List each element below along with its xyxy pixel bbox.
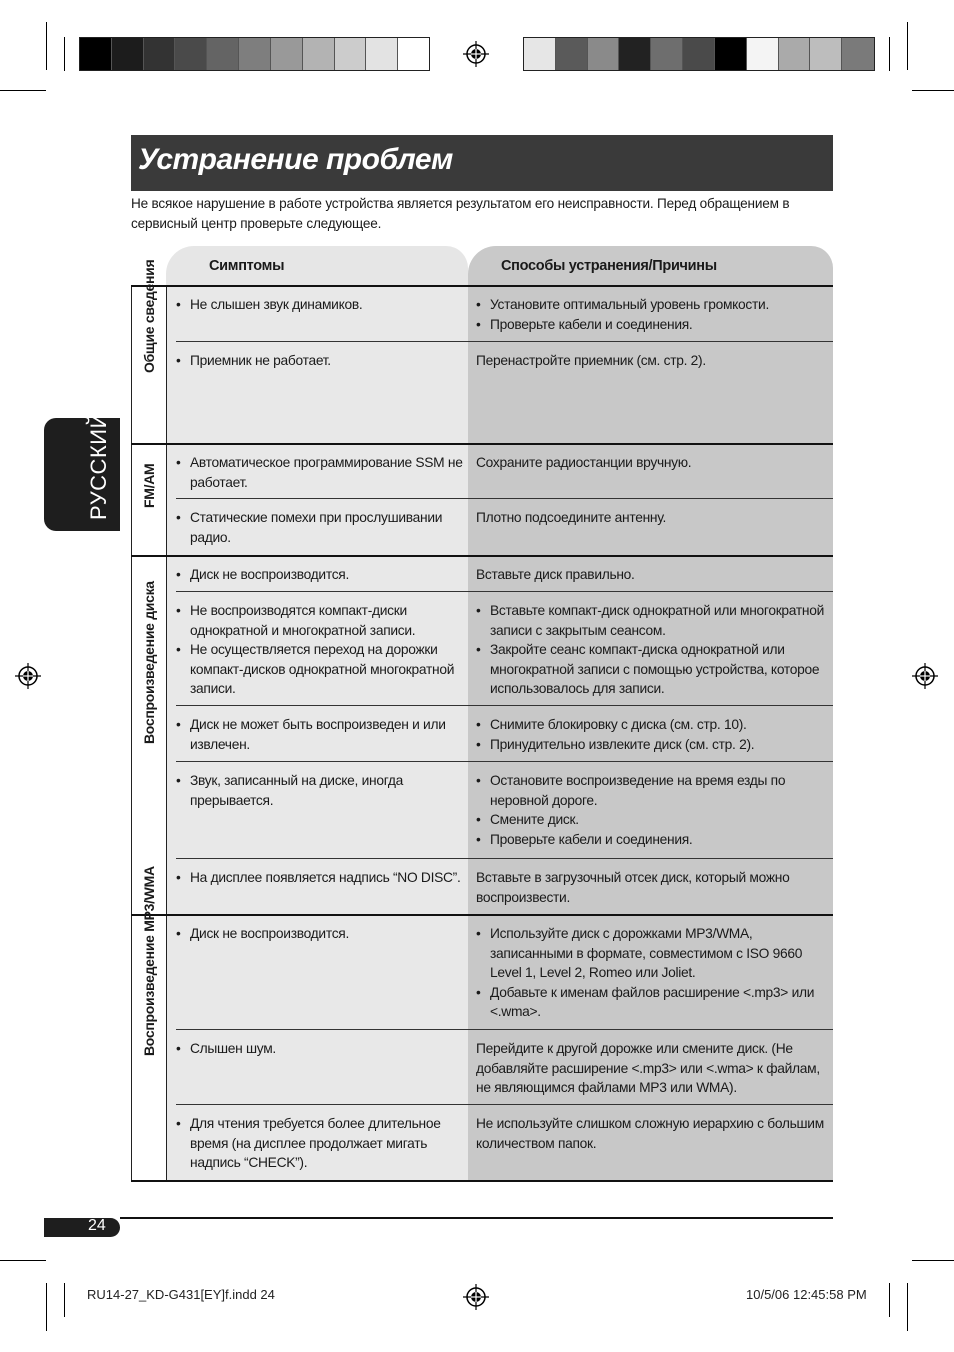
section-left-rule (131, 286, 132, 1181)
symptom-item: • Статические помехи при прослушивании радио. (176, 508, 468, 547)
symptom-cell (176, 771, 468, 810)
section-divider (131, 555, 833, 557)
symptom-cell (176, 924, 468, 944)
symptom-item: • Не осуществляется переход на дорожки компакт-дисков однократной многократной записи. (176, 640, 468, 699)
symptom-item: • Слышен шум. (176, 1039, 468, 1059)
slug-date: 10/5/06 12:45:58 PM (746, 1287, 867, 1302)
symptom-item: • Приемник не работает. (176, 351, 468, 371)
symptom-item: • Не слышен звук динамиков. (176, 295, 468, 315)
symptom-item: • На дисплее появляется надпись “NO DISC”. (176, 868, 468, 888)
color-bar-right (523, 37, 875, 71)
solution-item: • Снимите блокировку с диска (см. стр. 10). (476, 715, 830, 735)
symptom-cell (176, 1039, 468, 1059)
solution-item: • Проверьте кабели и соединения. (476, 315, 830, 335)
row-divider (176, 761, 833, 762)
symptom-item: • Звук, записанный на диске, иногда прерывается. (176, 771, 468, 810)
solution-text: Вставьте в загрузочный отсек диск, который можно воспроизвести. (476, 870, 790, 905)
registration-mark-top (463, 41, 489, 67)
solution-item: • Установите оптимальный уровень громкости. (476, 295, 830, 315)
registration-mark-right (912, 663, 938, 689)
row-divider (176, 341, 833, 342)
symptom-cell (176, 508, 468, 547)
solution-cell (476, 715, 830, 754)
symptom-cell (176, 1114, 468, 1173)
page-number: 24 (88, 1217, 106, 1234)
solution-text: Не используйте слишком сложную иерархию с большим количеством папок. (476, 1116, 824, 1151)
symptom-cell (176, 715, 468, 754)
solutions-header: Способы устранения/Причины (501, 258, 717, 274)
slug-file: RU14-27_KD-G431[EY]f.indd 24 (87, 1287, 275, 1302)
page-title: Устранение проблем (138, 143, 453, 176)
section-divider (131, 443, 833, 445)
registration-mark-bottom (463, 1284, 489, 1310)
solution-item: • Остановите воспроизведение на время езды по неровной дороге. (476, 771, 830, 810)
section-label: Общие сведения (141, 259, 157, 373)
symptom-item: • Автоматическое программирование SSM не работает. (176, 453, 468, 492)
solution-cell (476, 351, 828, 371)
row-divider (176, 705, 833, 706)
solution-text: Сохраните радиостанции вручную. (476, 455, 692, 470)
color-bar-left (79, 37, 430, 71)
row-divider (176, 858, 833, 859)
solution-cell (476, 1114, 828, 1153)
section-divider (131, 1180, 833, 1182)
section-label: FM/AM (141, 463, 157, 508)
symptom-cell (176, 295, 468, 315)
footer-rule (120, 1217, 833, 1219)
solution-cell (476, 601, 830, 699)
solution-cell (476, 453, 828, 473)
solution-text: Вставьте диск правильно. (476, 567, 635, 582)
symptom-item: • Диск не воспроизводится. (176, 565, 468, 585)
registration-mark-left (15, 663, 41, 689)
solution-text: Перенастройте приемник (см. стр. 2). (476, 353, 706, 368)
solution-cell (476, 508, 828, 528)
solution-text: Плотно подсоедините антенну. (476, 510, 666, 525)
section-right-rule (166, 286, 167, 1181)
symptom-cell (176, 868, 468, 888)
solution-text: Перейдите к другой дорожке или смените диск. (Не добавляйте расширение <.mp3> или <.wma> к файлам, не являющимся файлами MP3 или WMA). (476, 1041, 820, 1096)
solution-item: • Добавьте к именам файлов расширение <.mp3> или <.wma>. (476, 983, 830, 1022)
solution-cell (476, 771, 830, 849)
row-divider (176, 1029, 833, 1030)
symptom-item: • Диск не воспроизводится. (176, 924, 468, 944)
solution-item: • Закройте сеанс компакт-диска однократной или многократной записи с помощью устройства, которое использовалось для записи. (476, 640, 830, 699)
row-divider (176, 591, 833, 592)
row-divider (176, 498, 833, 499)
solution-cell (476, 565, 828, 585)
solution-cell (476, 1039, 828, 1098)
symptom-cell (176, 453, 468, 492)
symptom-item: • Диск не может быть воспроизведен и или извлечен. (176, 715, 468, 754)
solution-item: • Проверьте кабели и соединения. (476, 830, 830, 850)
section-divider (131, 914, 833, 916)
row-divider (176, 1104, 833, 1105)
section-label: Воспроизведение MP3/WMA (141, 866, 157, 1056)
solution-item: • Используйте диск с дорожками MP3/WMA, записанными в формате, совместимом с ISO 9660 Level 1, Level 2, Romeo или Joliet. (476, 924, 830, 983)
solution-cell (476, 295, 830, 334)
solution-cell (476, 924, 830, 1022)
solution-item: • Принудительно извлеките диск (см. стр. 2). (476, 735, 830, 755)
solution-item: • Вставьте компакт-диск однократной или многократной записи с закрытым сеансом. (476, 601, 830, 640)
table-top-rule (131, 285, 833, 287)
section-label: Воспроизведение диска (141, 580, 157, 744)
symptom-cell (176, 351, 468, 371)
symptom-cell (176, 565, 468, 585)
symptom-item: • Для чтения требуется более длительное время (на дисплее продолжает мигать надпись “CHECK”). (176, 1114, 468, 1173)
symptom-item: • Не воспроизводятся компакт-диски однократной и многократной записи. (176, 601, 468, 640)
intro-paragraph: Не всякое нарушение в работе устройства является результатом его неисправности. Перед обращением в сервисный центр проверьте следующее. (131, 196, 790, 231)
solution-cell (476, 868, 828, 907)
language-tab-label: РУССКИЙ (86, 412, 111, 520)
page-number-pill (44, 1218, 120, 1237)
symptom-cell (176, 601, 468, 699)
symptoms-header: Симптомы (209, 258, 285, 274)
solution-item: • Смените диск. (476, 810, 830, 830)
